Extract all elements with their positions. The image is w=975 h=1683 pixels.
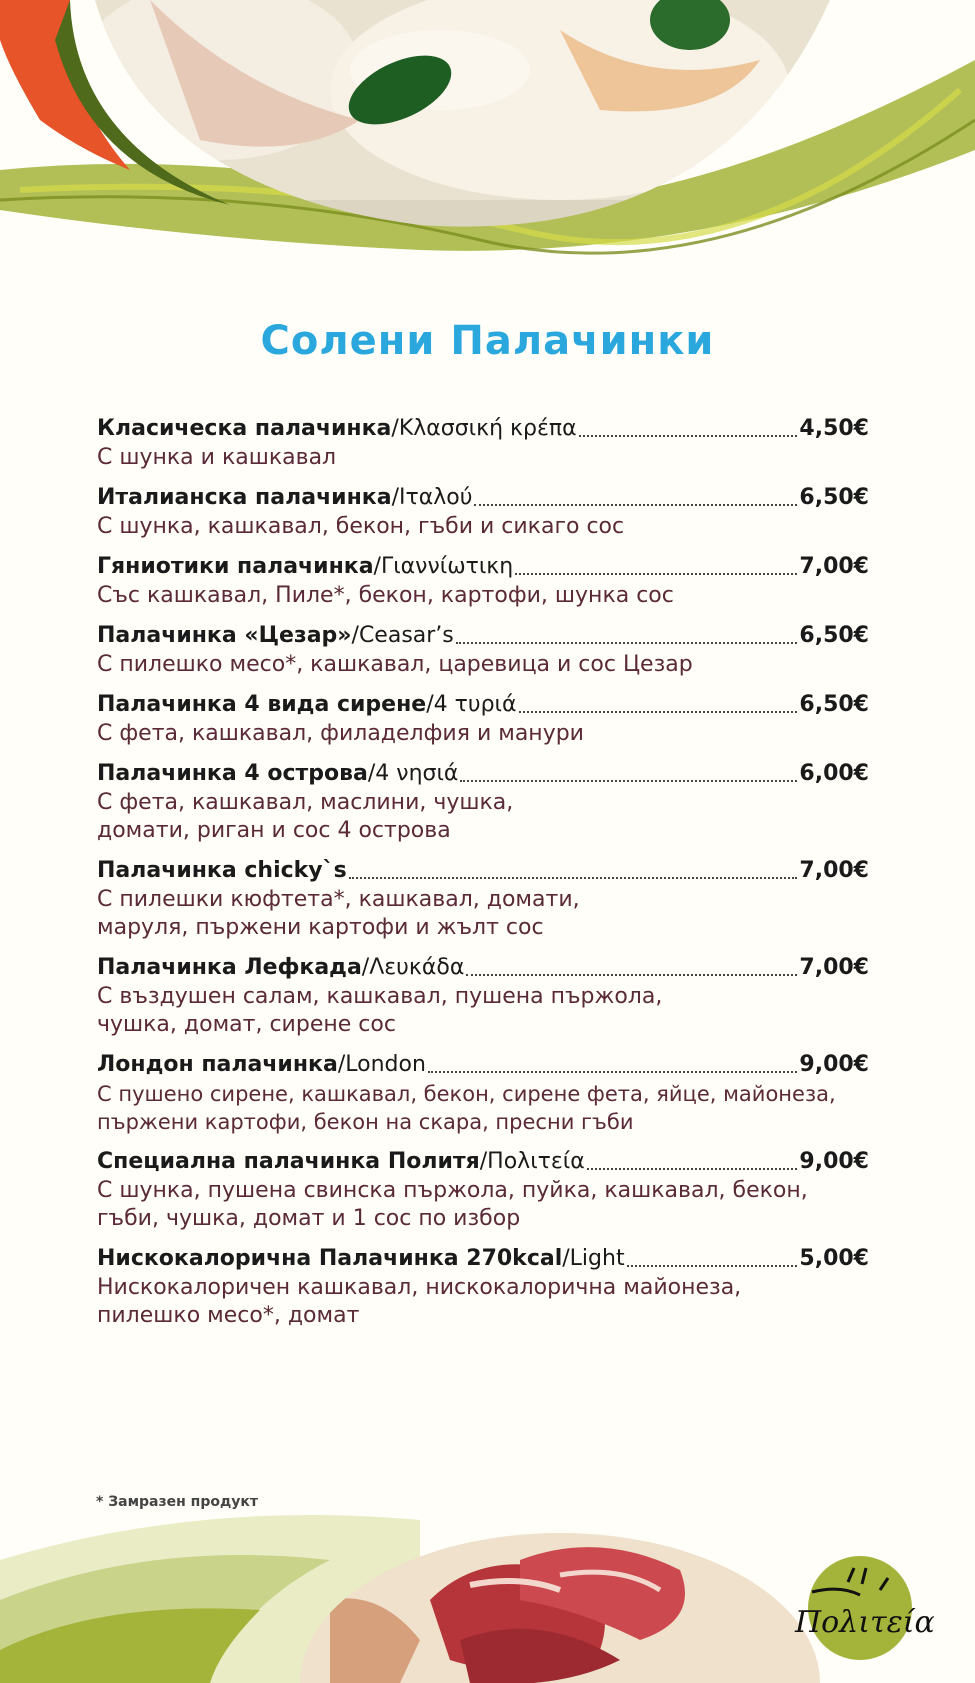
item-price: 7,00€ bbox=[799, 858, 869, 883]
dot-leader bbox=[349, 875, 798, 879]
item-name: Италианска палачинка bbox=[97, 485, 392, 510]
menu-item bbox=[97, 1052, 869, 1136]
item-description: С пилешки кюфтета*, кашкавал, домати, маруля, пържени картофи и жълт сос bbox=[97, 887, 580, 940]
menu-item bbox=[97, 955, 869, 1039]
menu-item bbox=[97, 1246, 869, 1330]
menu-item bbox=[97, 692, 869, 748]
frozen-product-note: * Замразен продукт bbox=[96, 1494, 259, 1510]
politeia-logo: Πολιτεία bbox=[795, 1605, 935, 1640]
item-price: 6,50€ bbox=[799, 623, 869, 648]
menu-item bbox=[97, 623, 869, 679]
item-separator: / bbox=[351, 623, 359, 648]
item-subtitle: Ιταλού bbox=[398, 485, 473, 510]
item-name: Палачинка 4 вида сирене bbox=[97, 692, 427, 717]
item-description: С пушено сирене, кашкавал, бекон, сирене фета, яйце, майонеза, пържени картофи, бекон на скара, пресни гъби bbox=[97, 1082, 836, 1134]
dot-leader bbox=[515, 571, 797, 575]
item-price: 5,00€ bbox=[799, 1246, 869, 1271]
item-subtitle: Ceasar’s bbox=[358, 623, 454, 648]
item-description: С шунка, кашкавал, бекон, гъби и сикаго сос bbox=[97, 514, 625, 539]
item-name: Палачинка chicky`s bbox=[97, 858, 347, 883]
item-description: С шунка и кашкавал bbox=[97, 445, 337, 470]
item-subtitle: Light bbox=[569, 1246, 625, 1271]
item-price: 6,00€ bbox=[799, 761, 869, 786]
item-separator: / bbox=[367, 761, 376, 786]
item-price: 6,50€ bbox=[799, 692, 869, 717]
menu-item bbox=[97, 858, 869, 942]
item-description: С шунка, пушена свинска пържола, пуйка, кашкавал, бекон, гъби, чушка, домат и 1 сос по избор bbox=[97, 1178, 808, 1231]
item-name: Палачинка «Цезар» bbox=[97, 623, 352, 648]
dot-leader bbox=[460, 778, 797, 782]
item-name: Специална палачинка Политя bbox=[97, 1149, 480, 1174]
item-separator: / bbox=[391, 416, 399, 441]
item-description: С пилешко месо*, кашкавал, царевица и сос Цезар bbox=[97, 652, 693, 677]
item-subtitle: Γιαννίωτικη bbox=[380, 554, 514, 579]
ham-photo bbox=[0, 1500, 975, 1683]
dot-leader bbox=[519, 709, 798, 713]
item-description: Нискокалоричен кашкавал, нискокалорична майонеза, пилешко месо*, домат bbox=[97, 1275, 742, 1328]
item-price: 7,00€ bbox=[799, 955, 869, 980]
menu-item bbox=[97, 485, 869, 541]
item-price: 4,50€ bbox=[799, 416, 869, 441]
item-description: Със кашкавал, Пиле*, бекон, картофи, шунка сос bbox=[97, 583, 674, 608]
item-name: Палачинка Лефкада bbox=[97, 955, 362, 980]
page-title: Солени Палачинки bbox=[260, 318, 715, 364]
menu-item bbox=[97, 554, 869, 610]
item-separator: / bbox=[426, 692, 434, 717]
item-subtitle: Λευκάδα bbox=[369, 955, 465, 980]
dot-leader bbox=[428, 1069, 797, 1073]
item-name: Класическа палачинка bbox=[97, 416, 392, 441]
item-separator: / bbox=[373, 554, 381, 579]
item-separator: / bbox=[391, 485, 399, 510]
menu-item bbox=[97, 1149, 869, 1233]
dot-leader bbox=[579, 433, 798, 437]
item-separator: / bbox=[337, 1052, 346, 1077]
item-name: Гяниотики палачинка bbox=[97, 554, 374, 579]
item-name: Нискокалорична Палачинка 270kcal bbox=[97, 1246, 563, 1271]
item-description: С фета, кашкавал, маслини, чушка, домати, риган и сос 4 острова bbox=[97, 790, 514, 843]
dot-leader bbox=[627, 1263, 798, 1267]
item-subtitle: 4 τυριά bbox=[433, 692, 517, 717]
item-separator: / bbox=[479, 1149, 488, 1174]
dot-leader bbox=[456, 640, 798, 644]
item-description: С фета, кашкавал, филаделфия и манури bbox=[97, 721, 584, 746]
item-subtitle: Πολιτεία bbox=[487, 1149, 585, 1174]
dot-leader bbox=[587, 1166, 798, 1170]
item-subtitle: Κλασσική κρέπα bbox=[398, 416, 577, 441]
item-name: Лондон палачинка bbox=[97, 1052, 338, 1077]
dot-leader bbox=[466, 972, 797, 976]
item-price: 9,00€ bbox=[799, 1052, 869, 1077]
menu-item bbox=[97, 761, 869, 845]
item-separator: / bbox=[562, 1246, 570, 1271]
item-separator: / bbox=[361, 955, 370, 980]
menu-item bbox=[97, 416, 869, 472]
item-name: Палачинка 4 острова bbox=[97, 761, 368, 786]
dot-leader bbox=[474, 502, 797, 506]
item-price: 9,00€ bbox=[799, 1149, 869, 1174]
item-description: С въздушен салам, кашкавал, пушена пържола, чушка, домат, сирене сос bbox=[97, 984, 663, 1037]
item-subtitle: London bbox=[345, 1052, 426, 1077]
menu-list bbox=[97, 416, 869, 1343]
item-price: 7,00€ bbox=[799, 554, 869, 579]
item-subtitle: 4 νησιά bbox=[375, 761, 459, 786]
crepe-photo bbox=[0, 0, 975, 270]
item-price: 6,50€ bbox=[799, 485, 869, 510]
